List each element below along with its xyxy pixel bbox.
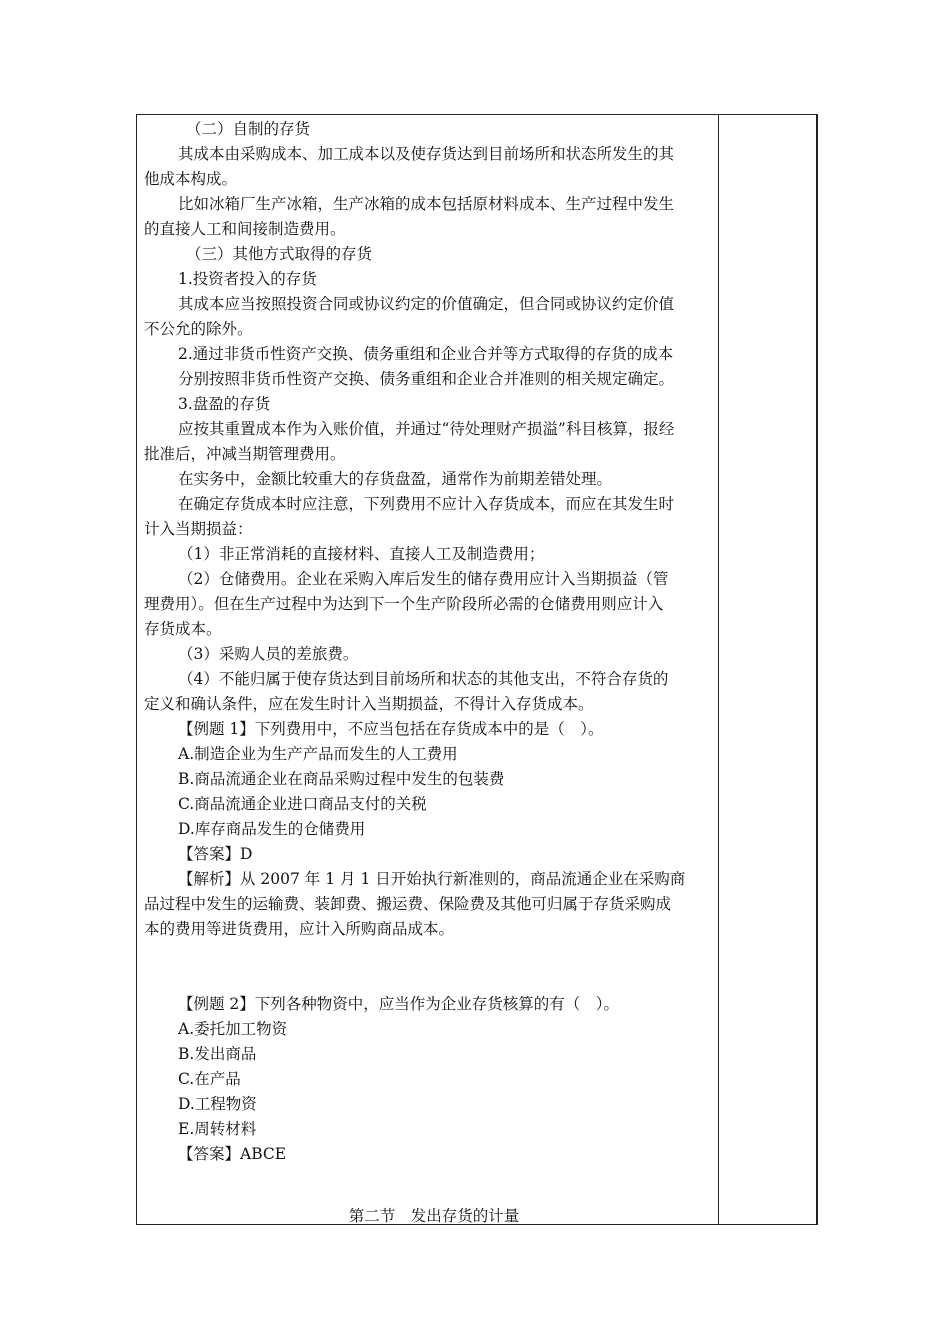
option: D.库存商品发生的仓储费用 — [178, 820, 366, 838]
explanation-line: 【解析】从 2007 年 1 月 1 日开始执行新准则的，商品流通企业在采购商 — [178, 870, 686, 888]
subheading: 3.盘盈的存货 — [178, 395, 271, 413]
paragraph-line: 分别按照非货币性资产交换、债务重组和企业合并准则的相关规定确定。 — [178, 370, 675, 388]
paragraph-line: 批准后，冲减当期管理费用。 — [144, 445, 346, 463]
list-item-continued: 存货成本。 — [144, 620, 222, 638]
option: B.发出商品 — [178, 1045, 257, 1063]
list-item: （4）不能归属于使存货达到目前场所和状态的其他支出，不符合存货的 — [178, 670, 669, 688]
option: C.在产品 — [178, 1070, 241, 1088]
explanation-line: 品过程中发生的运输费、装卸费、搬运费、保险费及其他可归属于存货采购成 — [144, 895, 672, 913]
paragraph-line: 应按其重置成本作为入账价值，并通过“待处理财产损溢”科目核算，报经 — [178, 420, 675, 438]
paragraph-line: 不公允的除外。 — [144, 320, 253, 338]
lecture-content — [144, 117, 714, 1229]
option: C.商品流通企业进口商品支付的关税 — [178, 795, 427, 813]
list-item-continued: 定义和确认条件，应在发生时计入当期损益，不得计入存货成本。 — [144, 695, 594, 713]
list-item: （2）仓储费用。企业在采购入库后发生的储存费用应计入当期损益（管 — [178, 570, 669, 588]
section-title: 第二节 发出存货的计量 — [348, 1207, 520, 1225]
section-heading: （三）其他方式取得的存货 — [186, 245, 373, 263]
option: A.委托加工物资 — [178, 1020, 288, 1038]
option: B.商品流通企业在商品采购过程中发生的包装费 — [178, 770, 505, 788]
list-item: （3）采购人员的差旅费。 — [178, 645, 359, 663]
example-question: 【例题 1】下列费用中，不应当包括在存货成本中的是（ ）。 — [178, 720, 604, 738]
spacer — [144, 1167, 714, 1204]
subheading: 2.通过非货币性资产交换、债务重组和企业合并等方式取得的存货的成本 — [178, 345, 674, 363]
option: A.制造企业为生产产品而发生的人工费用 — [178, 745, 458, 763]
answer: 【答案】ABCE — [178, 1145, 287, 1163]
paragraph-line: 他成本构成。 — [144, 170, 238, 188]
paragraph-line: 其成本由采购成本、加工成本以及使存货达到目前场所和状态所发生的其 — [178, 145, 675, 163]
option: E.周转材料 — [178, 1120, 257, 1138]
option: D.工程物资 — [178, 1095, 257, 1113]
list-item: （1）非正常消耗的直接材料、直接人工及制造费用； — [178, 545, 545, 563]
answer: 【答案】D — [178, 845, 253, 863]
example-question: 【例题 2】下列各种物资中，应当作为企业存货核算的有（ ）。 — [178, 995, 620, 1013]
paragraph-line: 的直接人工和间接制造费用。 — [144, 220, 346, 238]
subheading: 1.投资者投入的存货 — [178, 270, 317, 288]
paragraph-line: 计入当期损益： — [144, 520, 253, 538]
paragraph-line: 在确定存货成本时应注意，下列费用不应计入存货成本，而应在其发生时 — [178, 495, 675, 513]
column-divider — [718, 114, 719, 1225]
paragraph-line: 其成本应当按照投资合同或协议约定的价值确定，但合同或协议约定价值 — [178, 295, 675, 313]
section-heading: （二）自制的存货 — [186, 120, 311, 138]
spacer — [144, 942, 714, 992]
paragraph-line: 在实务中，金额比较重大的存货盘盈，通常作为前期差错处理。 — [178, 470, 613, 488]
explanation-line: 本的费用等进货费用，应计入所购商品成本。 — [144, 920, 455, 938]
paragraph-line: 比如冰箱厂生产冰箱，生产冰箱的成本包括原材料成本、生产过程中发生 — [178, 195, 675, 213]
list-item-continued: 理费用）。但在生产过程中为达到下一个生产阶段所必需的仓储费用则应计入 — [144, 595, 664, 613]
